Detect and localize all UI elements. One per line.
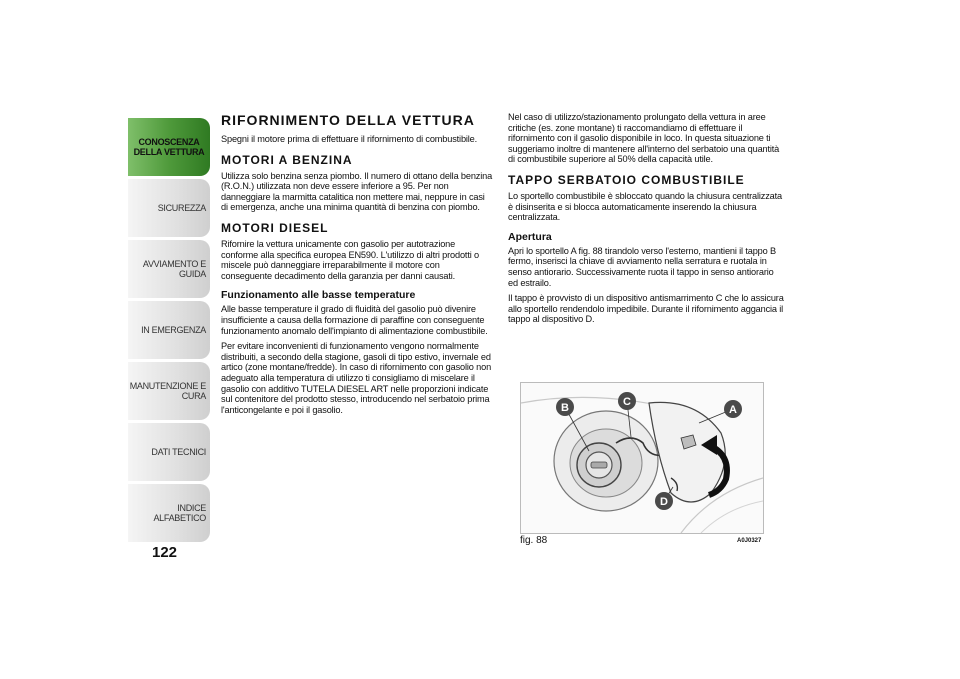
figure-code: A0J0327 [737,538,762,544]
petrol-heading: MOTORI A BENZINA [221,152,353,167]
tab-label: DATI TECNICI [151,447,206,457]
page-number: 122 [152,544,178,561]
low-temperature-paragraph-2: Per evitare inconvenienti di funzionamento vengono normalmente distribuiti, a secondo della stagione, gasoli di tipo estivo, invernale ed artico (zone montane/fredde). In caso di rifornimento con gasolio non adeguato alla temperatura di utilizzo ti consigliamo di miscelare il gasolio con additivo TUTELA DIESEL ART nelle proporzioni indicate sul contenitore del prodotto stesso, introducendo nel serbatoio prima l'anticongelante e poi il gasolio. [221,341,492,415]
fuel-cap-illustration [520,382,764,534]
right-column [508,112,784,330]
tab-dati-tecnici[interactable] [128,423,210,481]
chapter-sidebar [128,118,210,545]
low-temperature-heading: Funzionamento alle basse temperature [221,289,416,302]
low-temperature-paragraph-1: Alle basse temperature il grado di fluidità del gasolio può divenire insufficiente a causa della formazione di paraffine con conseguente funzionamento anomalo dell'impianto di alimentazione combustibile. [221,304,488,336]
opening-paragraph-2: Il tappo è provvisto di un dispositivo antismarrimento C che lo assicura allo sportello rendendolo impedibile. Durante il rifornimento aggancia il tappo al dispositivo D. [508,293,784,325]
tab-label: IN EMERGENZA [141,325,206,335]
tab-manutenzione-e-cura[interactable] [128,362,210,420]
opening-heading: Apertura [508,230,552,243]
tab-label: INDICE ALFABETICO [153,503,206,523]
label-b: B [561,402,569,414]
tab-indice-alfabetico[interactable] [128,484,210,542]
fuel-filler-drawing [521,383,763,533]
label-a: A [729,404,737,416]
label-d: D [660,496,668,508]
tab-avviamento-e-guida[interactable] [128,240,210,298]
left-column [221,112,493,420]
tab-sicurezza[interactable] [128,179,210,237]
diesel-paragraph: Rifornire la vettura unicamente con gasolio per autotrazione conforme alla specifica europea EN590. L'utilizzo di altri prodotti o miscele può danneggiare irreparabilmente il motore con conseguente decadimento della garanzia per danni causati. [221,238,479,281]
intro-paragraph: Spegni il motore prima di effettuare il rifornimento di combustibile. [221,134,478,144]
section-title: RIFORNIMENTO DELLA VETTURA [221,112,475,128]
tab-label: AVVIAMENTO E GUIDA [142,259,206,279]
figure-caption: fig. 88 [520,535,548,546]
tab-label: CONOSCENZA DELLA VETTURA [133,137,205,157]
tab-label: MANUTENZIONE E CURA [129,381,206,401]
label-c: C [623,396,631,408]
fuel-cap-paragraph: Lo sportello combustibile è sbloccato quando la chiusura centralizzata è disinserita e si blocca automaticamente inserendo la chiusura centralizzata. [508,190,782,223]
diesel-heading: MOTORI DIESEL [221,220,329,235]
opening-paragraph-1: Apri lo sportello A fig. 88 tirandolo verso l'esterno, mantieni il tappo B fermo, inserisci la chiave di avviamento nella serratura e ruotala in senso antiorario. Successivamente ruota il tappo in senso antiorario ed estrailo. [508,245,776,288]
tab-in-emergenza[interactable] [128,301,210,359]
tab-conoscenza-della-vettura[interactable] [128,118,210,176]
petrol-paragraph: Utilizza solo benzina senza piombo. Il numero di ottano della benzina (R.O.N.) utilizzata non deve essere inferiore a 95. Per non danneggiare la marmitta catalitica non mettere mai, neppure in casi di emergenza, anche una minima quantità di benzina con piombo. [221,170,493,213]
fuel-cap-heading: TAPPO SERBATOIO COMBUSTIBILE [508,172,745,187]
tab-label: SICUREZZA [157,203,206,213]
mountain-areas-paragraph: Nel caso di utilizzo/stazionamento prolungato della vettura in aree critiche (es. zone montane) ti raccomandiamo di effettuare il rifornimento con il gasolio disponibile in loco. In questa situazione ti suggeriamo inoltre di mantenere all'interno del serbatoio una quantità di combustibile superiore al 50% della capacità utile. [508,112,780,165]
